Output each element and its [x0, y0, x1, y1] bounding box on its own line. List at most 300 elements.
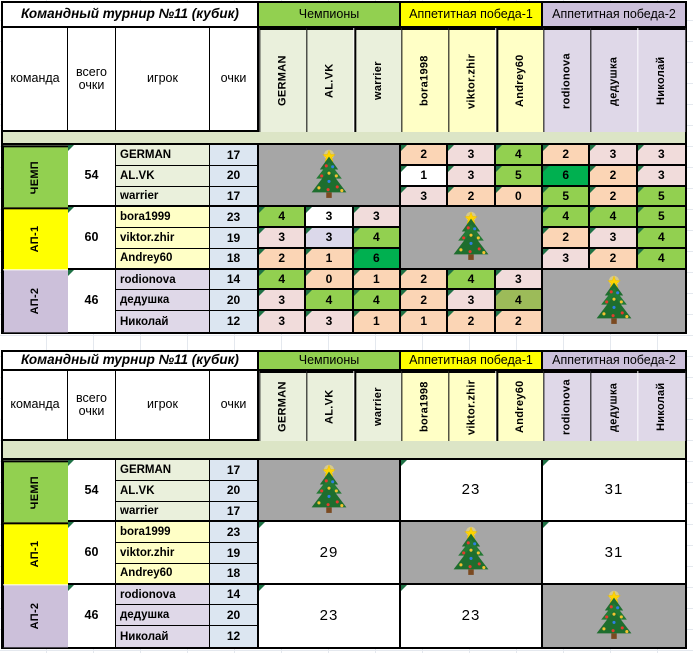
player-points-bora1999[interactable]	[210, 207, 259, 228]
score-cell-r8-c2[interactable]	[306, 290, 353, 311]
summary-score-АП-2-vs-АП-1-label: 23	[461, 606, 481, 624]
player-points-Andrey60[interactable]	[210, 249, 259, 270]
score-cell-r2-c5[interactable]	[448, 166, 495, 187]
score-cell-r8-c4-label: 2	[420, 292, 427, 307]
player-name-AL.VK-label: AL.VK	[120, 169, 155, 182]
score-cell-r6-c8-label: 2	[609, 250, 617, 265]
team-total-АП-1[interactable]	[68, 522, 116, 584]
flag-triangle-icon	[448, 145, 454, 151]
player-points-AL.VK-label: 20	[226, 483, 241, 498]
flag-triangle-icon	[306, 270, 312, 276]
score-cell-r6-c8[interactable]	[590, 249, 637, 270]
col-header-points	[210, 371, 259, 441]
flag-triangle-icon	[306, 311, 312, 317]
group-title-3-label: Аппетитная победа-2	[552, 6, 676, 21]
score-cell-r1-c4[interactable]	[401, 145, 448, 166]
player-name-Andrey60-label: Andrey60	[120, 252, 173, 265]
team-label-ЧЕМП-label: ЧЕМП	[29, 475, 42, 509]
flag-triangle-icon	[401, 166, 407, 172]
col-header-warrier-label: warrier	[371, 61, 384, 101]
player-points-Николай-label: 12	[226, 314, 241, 329]
col-header-team-label: команда	[10, 397, 60, 412]
diagonal-block-ЧЕМП	[259, 145, 401, 207]
player-name-warrier-label: warrier	[120, 504, 159, 517]
group-title-3	[543, 352, 685, 371]
player-points-viktor.zhir[interactable]	[210, 543, 259, 564]
team-label-АП-1	[3, 207, 68, 269]
player-points-дедушка-label: 20	[226, 293, 241, 308]
player-points-bora1999-label: 23	[226, 209, 241, 224]
score-cell-r9-c2-label: 3	[325, 314, 333, 329]
flag-triangle-icon	[354, 249, 360, 255]
col-header-viktor.zhir	[448, 28, 495, 132]
player-name-viktor.zhir-label: viktor.zhir	[120, 231, 175, 244]
score-cell-r7-c2[interactable]	[306, 270, 353, 291]
team-label-АП-1-label: АП-1	[29, 541, 42, 568]
flag-triangle-icon	[590, 207, 596, 213]
flag-triangle-icon	[590, 166, 596, 172]
team-total-ЧЕМП[interactable]	[68, 145, 116, 207]
score-cell-r7-c1[interactable]	[259, 270, 306, 291]
flag-triangle-icon	[306, 290, 312, 296]
diagonal-block-ЧЕМП	[259, 460, 401, 522]
score-cell-r9-c4-label: 1	[420, 314, 427, 329]
col-header-GERMAN	[259, 371, 306, 441]
flag-triangle-icon	[354, 228, 360, 234]
group-title-2	[401, 352, 543, 371]
score-cell-r8-c6-label: 4	[514, 292, 522, 307]
team-label-ЧЕМП-label: ЧЕМП	[29, 160, 42, 194]
col-header-warrier	[354, 371, 401, 441]
col-header-GERMAN	[259, 28, 306, 132]
group-title-1-label: Чемпионы	[298, 352, 360, 367]
flag-triangle-icon	[259, 270, 265, 276]
col-header-bora1998	[401, 371, 448, 441]
flag-triangle-icon	[401, 585, 407, 591]
flag-triangle-icon	[496, 311, 502, 317]
score-cell-r9-c1[interactable]	[259, 311, 306, 332]
score-cell-r1-c7-label: 2	[562, 147, 569, 162]
score-cell-r2-c8-label: 2	[609, 167, 617, 182]
player-name-Николай-label: Николай	[120, 315, 169, 328]
score-cell-r2-c8[interactable]	[590, 166, 637, 187]
score-cell-r6-c7[interactable]	[543, 249, 590, 270]
team-total-АП-2-label: 46	[84, 293, 99, 308]
score-cell-r2-c9[interactable]	[638, 166, 685, 187]
score-cell-r4-c1[interactable]	[259, 207, 306, 228]
team-total-АП-2[interactable]	[68, 270, 116, 332]
flag-triangle-icon	[401, 270, 407, 276]
score-cell-r3-c8-label: 2	[609, 188, 617, 203]
score-cell-r8-c3-label: 4	[372, 292, 380, 307]
col-header-team	[3, 371, 68, 441]
flag-triangle-icon	[68, 460, 74, 466]
col-header-дедушка-label: дедушка	[607, 56, 620, 106]
player-name-warrier[interactable]	[116, 187, 210, 208]
col-header-rodionova	[543, 371, 590, 441]
col-header-viktor.zhir-label: viktor.zhir	[465, 379, 478, 435]
christmas-tree-icon	[449, 526, 493, 578]
summary-score-АП-1-vs-ЧЕМП[interactable]	[259, 522, 401, 584]
score-cell-r7-c6-label: 3	[514, 271, 522, 286]
summary-score-АП-1-vs-АП-2[interactable]	[543, 522, 685, 584]
player-name-bora1999-label: bora1999	[120, 211, 171, 224]
flag-triangle-icon	[401, 187, 407, 193]
score-cell-r7-c5-label: 4	[467, 271, 475, 286]
col-header-Николай	[638, 371, 685, 441]
score-cell-r3-c4[interactable]	[401, 187, 448, 208]
player-points-AL.VK[interactable]	[210, 166, 259, 187]
score-cell-r2-c7-label: 6	[562, 167, 569, 182]
score-cell-r7-c1-label: 4	[278, 271, 285, 286]
player-points-bora1999[interactable]	[210, 522, 259, 543]
score-cell-r3-c8[interactable]	[590, 187, 637, 208]
player-name-Andrey60-label: Andrey60	[120, 567, 173, 580]
flag-triangle-icon	[448, 187, 454, 193]
score-cell-r4-c1-label: 4	[278, 209, 285, 224]
table-title	[3, 352, 259, 371]
player-name-warrier[interactable]	[116, 502, 210, 523]
summary-score-АП-1-vs-АП-2-label: 31	[604, 543, 624, 561]
score-cell-r1-c4-label: 2	[420, 147, 427, 162]
score-cell-r6-c2-label: 1	[325, 250, 333, 265]
col-header-дедушка	[590, 371, 637, 441]
score-cell-r1-c8[interactable]	[590, 145, 637, 166]
score-cell-r2-c6-label: 5	[514, 167, 522, 182]
score-cell-r5-c1[interactable]	[259, 228, 306, 249]
score-cell-r5-c3-label: 4	[372, 230, 380, 245]
score-cell-r1-c8-label: 3	[609, 147, 617, 162]
player-name-rodionova[interactable]	[116, 270, 210, 291]
score-cell-r4-c7-label: 4	[562, 209, 569, 224]
col-header-AL.VK	[306, 371, 353, 441]
score-cell-r9-c6-label: 2	[514, 314, 522, 329]
team-total-АП-1[interactable]	[68, 207, 116, 269]
flag-triangle-icon	[401, 290, 407, 296]
flag-triangle-icon	[448, 270, 454, 276]
diagonal-block-АП-2	[543, 585, 685, 647]
flag-triangle-icon	[543, 166, 549, 172]
table-title	[3, 3, 259, 28]
player-points-bora1999-label: 23	[226, 524, 241, 539]
score-cell-r4-c7[interactable]	[543, 207, 590, 228]
score-cell-r3-c6[interactable]	[496, 187, 543, 208]
col-header-player-label: игрок	[147, 397, 178, 412]
score-cell-r1-c6[interactable]	[496, 145, 543, 166]
player-points-Andrey60[interactable]	[210, 564, 259, 585]
score-cell-r4-c9[interactable]	[638, 207, 685, 228]
col-header-Andrey60-label: Andrey60	[513, 54, 526, 108]
score-cell-r4-c2[interactable]	[306, 207, 353, 228]
tournament-table-summary	[1, 350, 687, 649]
score-cell-r3-c9-label: 5	[657, 188, 665, 203]
col-header-дедушка	[590, 28, 637, 132]
player-points-rodionova[interactable]	[210, 585, 259, 606]
score-cell-r4-c3[interactable]	[354, 207, 401, 228]
score-cell-r3-c5[interactable]	[448, 187, 495, 208]
score-cell-r6-c1-label: 2	[278, 250, 285, 265]
player-points-warrier-label: 17	[226, 188, 241, 203]
player-name-GERMAN-label: GERMAN	[120, 148, 172, 161]
score-cell-r5-c8[interactable]	[590, 228, 637, 249]
player-name-AL.VK-label: AL.VK	[120, 484, 155, 497]
team-label-АП-2	[3, 585, 68, 647]
score-cell-r9-c6[interactable]	[496, 311, 543, 332]
player-name-Николай-label: Николай	[120, 630, 169, 643]
team-total-ЧЕМП[interactable]	[68, 460, 116, 522]
flag-triangle-icon	[543, 187, 549, 193]
table-title-label: Командный турнир №11 (кубик)	[21, 6, 239, 22]
flag-triangle-icon	[68, 522, 74, 528]
christmas-tree-icon	[307, 149, 351, 201]
player-points-warrier[interactable]	[210, 502, 259, 523]
flag-triangle-icon	[590, 145, 596, 151]
player-name-bora1999[interactable]	[116, 207, 210, 228]
player-name-Andrey60[interactable]	[116, 249, 210, 270]
flag-triangle-icon	[306, 228, 312, 234]
player-name-GERMAN[interactable]	[116, 460, 210, 481]
team-label-АП-1	[3, 522, 68, 584]
team-label-ЧЕМП	[3, 145, 68, 207]
player-name-Andrey60[interactable]	[116, 564, 210, 585]
score-cell-r2-c4[interactable]	[401, 166, 448, 187]
score-cell-r1-c5-label: 3	[467, 147, 475, 162]
score-cell-r9-c5[interactable]	[448, 311, 495, 332]
player-name-Николай[interactable]	[116, 626, 210, 647]
col-header-total	[68, 28, 116, 132]
score-cell-r7-c4[interactable]	[401, 270, 448, 291]
player-points-дедушка[interactable]	[210, 605, 259, 626]
score-cell-r7-c5[interactable]	[448, 270, 495, 291]
score-cell-r3-c9[interactable]	[638, 187, 685, 208]
col-header-bora1998	[401, 28, 448, 132]
score-cell-r1-c6-label: 4	[514, 147, 522, 162]
player-name-warrier-label: warrier	[120, 189, 159, 202]
flag-triangle-icon	[638, 249, 644, 255]
score-cell-r8-c3[interactable]	[354, 290, 401, 311]
flag-triangle-icon	[259, 522, 265, 528]
flag-triangle-icon	[68, 145, 74, 151]
flag-triangle-icon	[543, 460, 549, 466]
col-header-rodionova	[543, 28, 590, 132]
score-cell-r5-c7[interactable]	[543, 228, 590, 249]
col-header-Николай	[638, 28, 685, 132]
player-points-GERMAN[interactable]	[210, 460, 259, 481]
summary-score-ЧЕМП-vs-АП-2[interactable]	[543, 460, 685, 522]
score-cell-r3-c7[interactable]	[543, 187, 590, 208]
player-name-GERMAN[interactable]	[116, 145, 210, 166]
player-name-rodionova-label: rodionova	[120, 273, 176, 286]
score-cell-r9-c3[interactable]	[354, 311, 401, 332]
score-cell-r2-c5-label: 3	[467, 167, 475, 182]
group-title-3-label: Аппетитная победа-2	[552, 352, 676, 367]
player-points-Николай[interactable]	[210, 311, 259, 332]
player-name-AL.VK[interactable]	[116, 481, 210, 502]
separator-band	[3, 132, 685, 145]
player-name-rodionova-label: rodionova	[120, 588, 176, 601]
score-cell-r5-c1-label: 3	[278, 230, 285, 245]
table-title-label: Командный турнир №11 (кубик)	[21, 352, 239, 368]
player-points-Николай-label: 12	[226, 629, 241, 644]
score-cell-r4-c3-label: 3	[372, 209, 380, 224]
score-cell-r7-c6[interactable]	[496, 270, 543, 291]
col-header-points-label: очки	[220, 71, 247, 86]
team-total-ЧЕМП-label: 54	[84, 167, 99, 182]
score-cell-r9-c5-label: 2	[467, 314, 475, 329]
col-header-total-label: всего очки	[76, 64, 107, 92]
player-points-дедушка[interactable]	[210, 290, 259, 311]
score-cell-r5-c3[interactable]	[354, 228, 401, 249]
col-header-дедушка-label: дедушка	[607, 382, 620, 432]
score-cell-r6-c2[interactable]	[306, 249, 353, 270]
flag-triangle-icon	[638, 187, 644, 193]
col-header-player-label: игрок	[147, 71, 178, 86]
team-total-АП-1-label: 60	[84, 544, 99, 559]
christmas-tree-icon	[307, 464, 351, 516]
col-header-Andrey60-label: Andrey60	[513, 380, 526, 434]
col-header-AL.VK-label: AL.VK	[323, 63, 336, 99]
flag-triangle-icon	[638, 228, 644, 234]
score-cell-r2-c7[interactable]	[543, 166, 590, 187]
flag-triangle-icon	[496, 187, 502, 193]
flag-triangle-icon	[259, 290, 265, 296]
player-points-warrier[interactable]	[210, 187, 259, 208]
score-cell-r8-c5[interactable]	[448, 290, 495, 311]
player-points-дедушка-label: 20	[226, 608, 241, 623]
score-cell-r4-c8-label: 4	[609, 209, 617, 224]
flag-triangle-icon	[259, 311, 265, 317]
score-cell-r1-c7[interactable]	[543, 145, 590, 166]
col-header-points-label: очки	[220, 397, 247, 412]
score-cell-r7-c4-label: 2	[420, 271, 427, 286]
score-cell-r6-c3[interactable]	[354, 249, 401, 270]
player-points-Andrey60-label: 18	[226, 250, 241, 265]
col-header-AL.VK-label: AL.VK	[323, 389, 336, 425]
score-cell-r6-c1[interactable]	[259, 249, 306, 270]
player-points-AL.VK[interactable]	[210, 481, 259, 502]
player-name-viktor.zhir[interactable]	[116, 543, 210, 564]
flag-triangle-icon	[306, 249, 312, 255]
player-points-AL.VK-label: 20	[226, 168, 241, 183]
flag-triangle-icon	[448, 290, 454, 296]
score-cell-r9-c3-label: 1	[372, 314, 380, 329]
player-points-Andrey60-label: 18	[226, 565, 241, 580]
score-cell-r8-c2-label: 4	[325, 292, 333, 307]
player-points-rodionova-label: 14	[226, 587, 241, 602]
score-cell-r8-c1[interactable]	[259, 290, 306, 311]
player-points-viktor.zhir[interactable]	[210, 228, 259, 249]
flag-triangle-icon	[638, 207, 644, 213]
summary-score-АП-1-vs-ЧЕМП-label: 29	[319, 543, 339, 561]
flag-triangle-icon	[496, 290, 502, 296]
score-cell-r1-c5[interactable]	[448, 145, 495, 166]
col-header-player	[116, 371, 210, 441]
player-name-bora1999[interactable]	[116, 522, 210, 543]
col-header-player	[116, 28, 210, 132]
col-header-bora1998-label: bora1998	[418, 55, 431, 107]
player-points-rodionova[interactable]	[210, 270, 259, 291]
player-points-viktor.zhir-label: 19	[226, 230, 241, 245]
player-points-Николай[interactable]	[210, 626, 259, 647]
score-cell-r9-c1-label: 3	[278, 314, 285, 329]
diagonal-block-АП-2	[543, 270, 685, 332]
flag-triangle-icon	[496, 166, 502, 172]
team-total-АП-2[interactable]	[68, 585, 116, 647]
score-cell-r9-c2[interactable]	[306, 311, 353, 332]
score-cell-r2-c4-label: 1	[420, 167, 427, 182]
player-points-GERMAN-label: 17	[226, 147, 241, 162]
summary-score-ЧЕМП-vs-АП-2-label: 31	[604, 481, 624, 499]
player-name-Николай[interactable]	[116, 311, 210, 332]
score-cell-r8-c6[interactable]	[496, 290, 543, 311]
team-label-ЧЕМП	[3, 460, 68, 522]
col-header-Andrey60	[496, 371, 543, 441]
flag-triangle-icon	[448, 311, 454, 317]
group-title-1	[259, 3, 401, 28]
player-name-rodionova[interactable]	[116, 585, 210, 606]
score-cell-r5-c9[interactable]	[638, 228, 685, 249]
col-header-Andrey60	[496, 28, 543, 132]
score-cell-r6-c9[interactable]	[638, 249, 685, 270]
group-title-1	[259, 352, 401, 371]
flag-triangle-icon	[259, 249, 265, 255]
flag-triangle-icon	[590, 249, 596, 255]
score-cell-r6-c9-label: 4	[657, 250, 665, 265]
summary-score-АП-2-vs-ЧЕМП-label: 23	[319, 606, 339, 624]
col-header-Николай-label: Николай	[654, 382, 667, 432]
score-cell-r5-c2-label: 3	[325, 230, 333, 245]
player-name-дедушка[interactable]	[116, 605, 210, 626]
col-header-warrier	[354, 28, 401, 132]
score-cell-r9-c4[interactable]	[401, 311, 448, 332]
player-name-viktor.zhir[interactable]	[116, 228, 210, 249]
player-points-rodionova-label: 14	[226, 272, 241, 287]
score-cell-r6-c7-label: 3	[562, 250, 569, 265]
flag-triangle-icon	[401, 145, 407, 151]
score-cell-r8-c5-label: 3	[467, 292, 475, 307]
score-cell-r2-c6[interactable]	[496, 166, 543, 187]
score-cell-r1-c9[interactable]	[638, 145, 685, 166]
col-header-team-label: команда	[10, 71, 60, 86]
flag-triangle-icon	[448, 166, 454, 172]
player-points-GERMAN[interactable]	[210, 145, 259, 166]
flag-triangle-icon	[259, 228, 265, 234]
col-header-bora1998-label: bora1998	[418, 381, 431, 433]
player-name-дедушка-label: дедушка	[120, 609, 170, 622]
score-cell-r5-c9-label: 4	[657, 230, 665, 245]
flag-triangle-icon	[306, 207, 312, 213]
group-title-2	[401, 3, 543, 28]
team-label-АП-2-label: АП-2	[29, 287, 42, 315]
score-cell-r5-c2[interactable]	[306, 228, 353, 249]
summary-score-АП-2-vs-ЧЕМП[interactable]	[259, 585, 401, 647]
score-cell-r6-c3-label: 6	[372, 250, 380, 265]
score-cell-r7-c3[interactable]	[354, 270, 401, 291]
flag-triangle-icon	[543, 145, 549, 151]
col-header-rodionova-label: rodionova	[560, 53, 573, 109]
summary-score-ЧЕМП-vs-АП-1[interactable]	[401, 460, 543, 522]
player-name-дедушка[interactable]	[116, 290, 210, 311]
player-name-AL.VK[interactable]	[116, 166, 210, 187]
player-name-bora1999-label: bora1999	[120, 526, 171, 539]
summary-score-АП-2-vs-АП-1[interactable]	[401, 585, 543, 647]
flag-triangle-icon	[354, 311, 360, 317]
score-cell-r4-c8[interactable]	[590, 207, 637, 228]
score-cell-r7-c2-label: 0	[325, 271, 333, 286]
col-header-warrier-label: warrier	[371, 387, 384, 427]
team-total-ЧЕМП-label: 54	[84, 482, 99, 497]
score-cell-r8-c4[interactable]	[401, 290, 448, 311]
